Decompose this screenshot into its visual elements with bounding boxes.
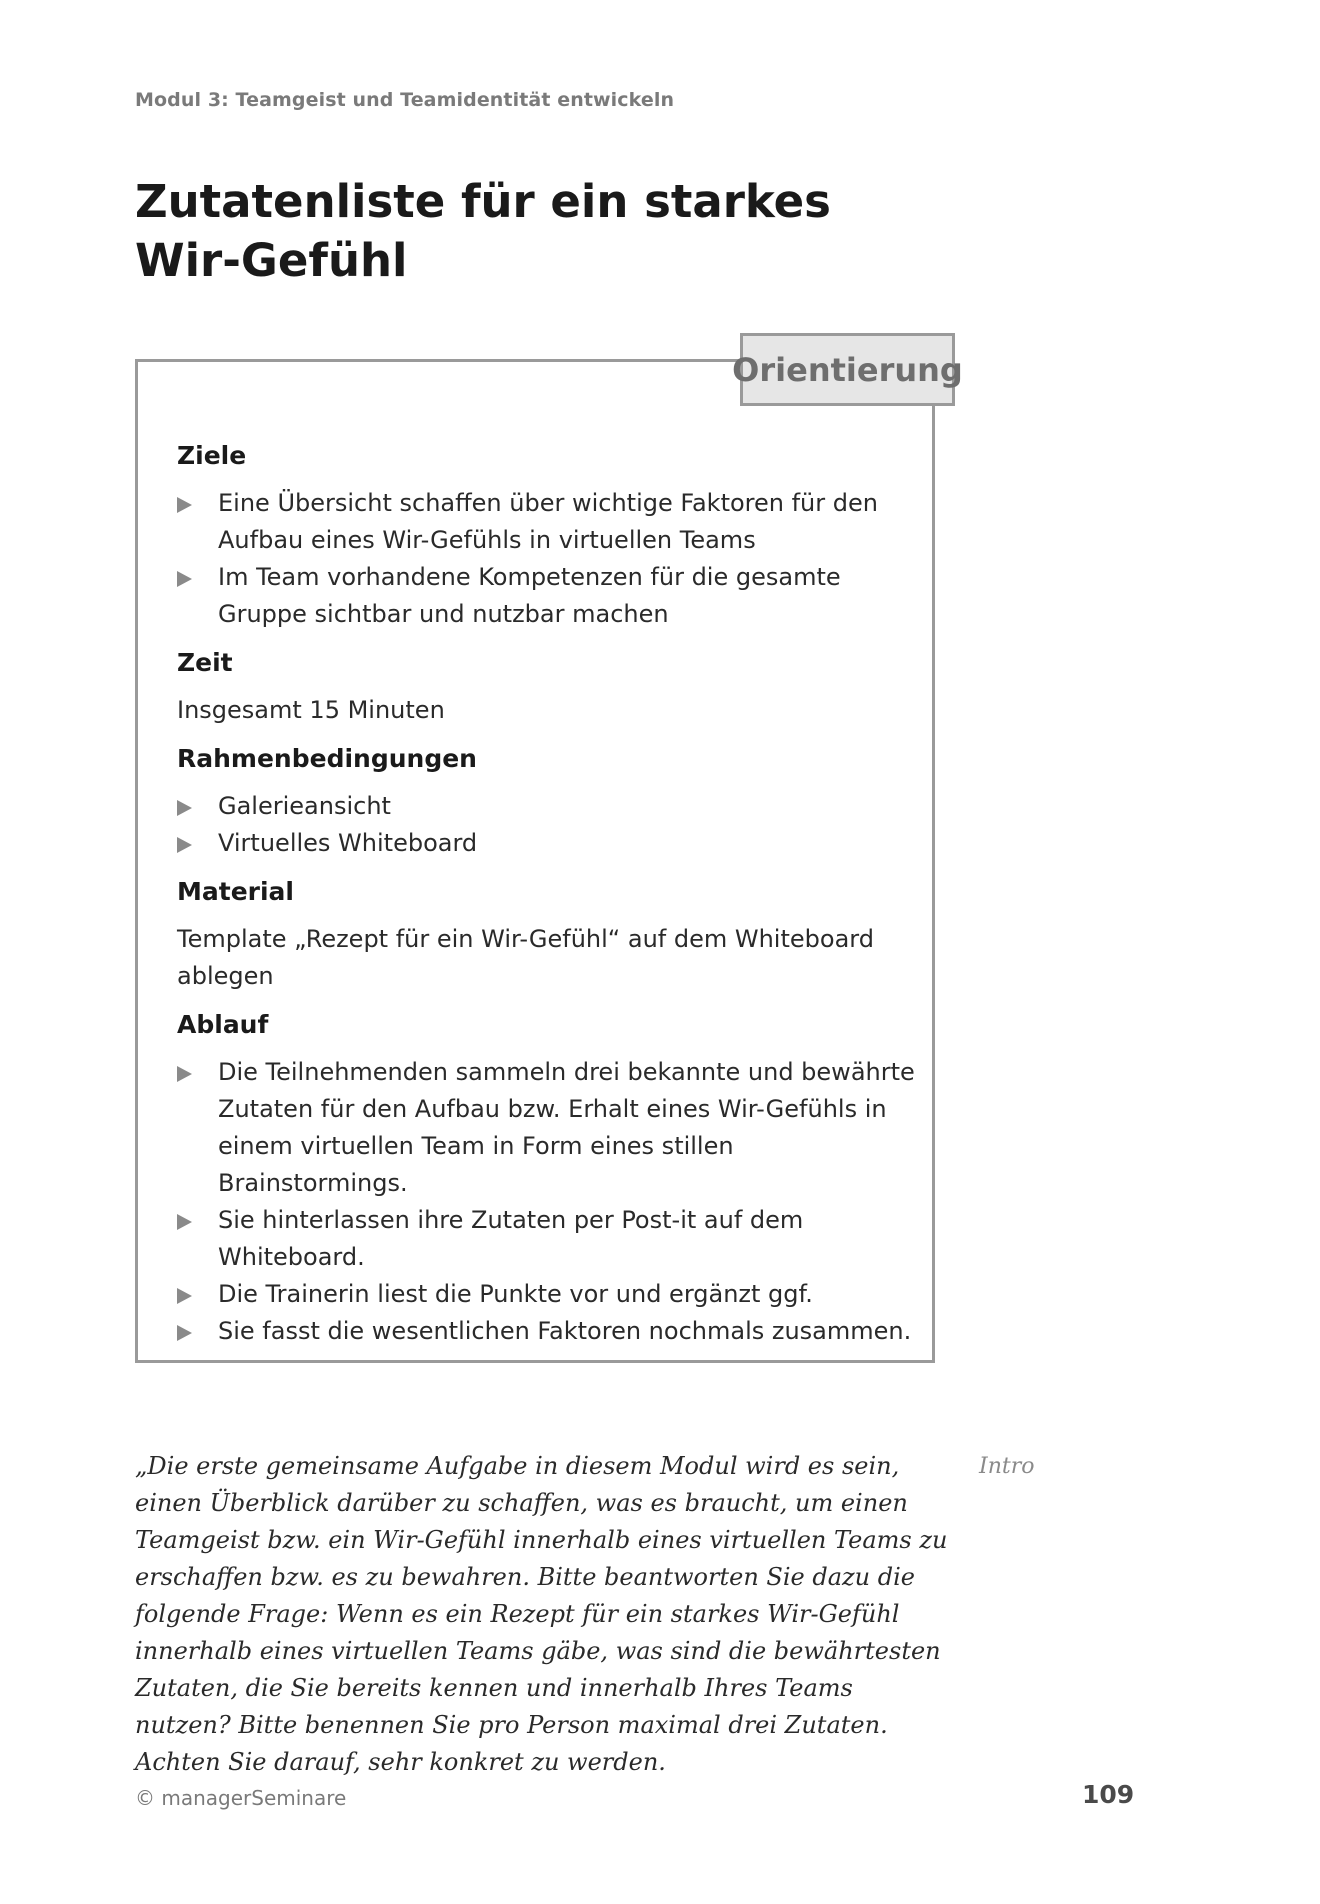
list-item-text: Galerieansicht xyxy=(218,792,391,820)
page-title-line-2: Wir-Gefühl xyxy=(135,234,408,287)
list-item xyxy=(177,825,917,862)
list-item-text: Die Trainerin liest die Punkte vor und ergänzt ggf. xyxy=(218,1280,813,1308)
section-zeit xyxy=(177,644,917,729)
triangle-bullet-icon xyxy=(177,497,192,513)
page-title-line-1: Zutatenliste für ein starkes xyxy=(135,175,831,228)
section-heading-material: Material xyxy=(177,877,294,906)
list-item xyxy=(177,1276,917,1313)
list-item xyxy=(177,1202,917,1276)
triangle-bullet-icon xyxy=(177,1066,192,1082)
triangle-bullet-icon xyxy=(177,1214,192,1230)
triangle-bullet-icon xyxy=(177,1325,192,1341)
list-item-text: Die Teilnehmenden sammeln drei bekannte und bewährte Zutaten für den Aufbau bzw. Erhalt eines Wir-Gefühls in einem virtuellen Team in Form eines stillen Brainstormings. xyxy=(218,1058,915,1197)
module-header: Modul 3: Teamgeist und Teamidentität entwickeln xyxy=(135,89,675,111)
triangle-bullet-icon xyxy=(177,800,192,816)
zeit-text: Insgesamt 15 Minuten xyxy=(177,696,445,724)
section-heading-ziele: Ziele xyxy=(177,441,247,470)
list-item xyxy=(177,1054,917,1202)
list-item-text: Virtuelles Whiteboard xyxy=(218,829,478,857)
list-item-text: Sie fasst die wesentlichen Faktoren nochmals zusammen. xyxy=(218,1317,912,1345)
rahmen-list xyxy=(177,788,917,862)
section-heading-ablauf: Ablauf xyxy=(177,1010,269,1039)
intro-margin-label: Intro xyxy=(979,1454,1035,1479)
triangle-bullet-icon xyxy=(177,1288,192,1304)
list-item-text: Sie hinterlassen ihre Zutaten per Post-it auf dem Whiteboard. xyxy=(218,1206,804,1271)
page-title xyxy=(135,172,935,290)
footer-copyright: © managerSeminare xyxy=(135,1786,347,1810)
orientation-content xyxy=(177,437,917,1361)
section-ablauf xyxy=(177,1006,917,1350)
section-heading-rahmenbedingungen: Rahmenbedingungen xyxy=(177,744,477,773)
section-heading-zeit: Zeit xyxy=(177,648,233,677)
triangle-bullet-icon xyxy=(177,837,192,853)
list-item-text: Eine Übersicht schaffen über wichtige Faktoren für den Aufbau eines Wir-Gefühls in virtuellen Teams xyxy=(218,489,878,554)
intro-quote: „Die erste gemeinsame Aufgabe in diesem Modul wird es sein, einen Überblick darüber zu schaffen, was es braucht, um einen Teamgeist bzw. ein Wir-Gefühl innerhalb eines virtuellen Teams zu erschaffen bzw. es zu bewahren. Bitte beantworten Sie dazu die folgende Frage: Wenn es ein Rezept für ein starkes Wir-Gefühl innerhalb eines virtuellen Teams gäbe, was sind die bewährtesten Zutaten, die Sie bereits kennen und innerhalb Ihres Teams nutzen? Bitte benennen Sie pro Person maximal drei Zutaten. Achten Sie darauf, sehr konkret zu werden. xyxy=(135,1452,948,1776)
list-item-text: Im Team vorhandene Kompetenzen für die gesamte Gruppe sichtbar und nutzbar machen xyxy=(218,563,841,628)
list-item xyxy=(177,1313,917,1350)
ablauf-list xyxy=(177,1054,917,1350)
section-rahmenbedingungen xyxy=(177,740,917,862)
orientation-tab: Orientierung xyxy=(740,333,955,406)
section-material xyxy=(177,873,917,995)
list-item xyxy=(177,788,917,825)
triangle-bullet-icon xyxy=(177,571,192,587)
list-item xyxy=(177,485,917,559)
ziele-list xyxy=(177,485,917,633)
section-ziele xyxy=(177,437,917,633)
list-item xyxy=(177,559,917,633)
material-text: Template „Rezept für ein Wir-Gefühl“ auf dem Whiteboard ablegen xyxy=(177,925,874,990)
page-number: 109 xyxy=(1082,1780,1135,1809)
